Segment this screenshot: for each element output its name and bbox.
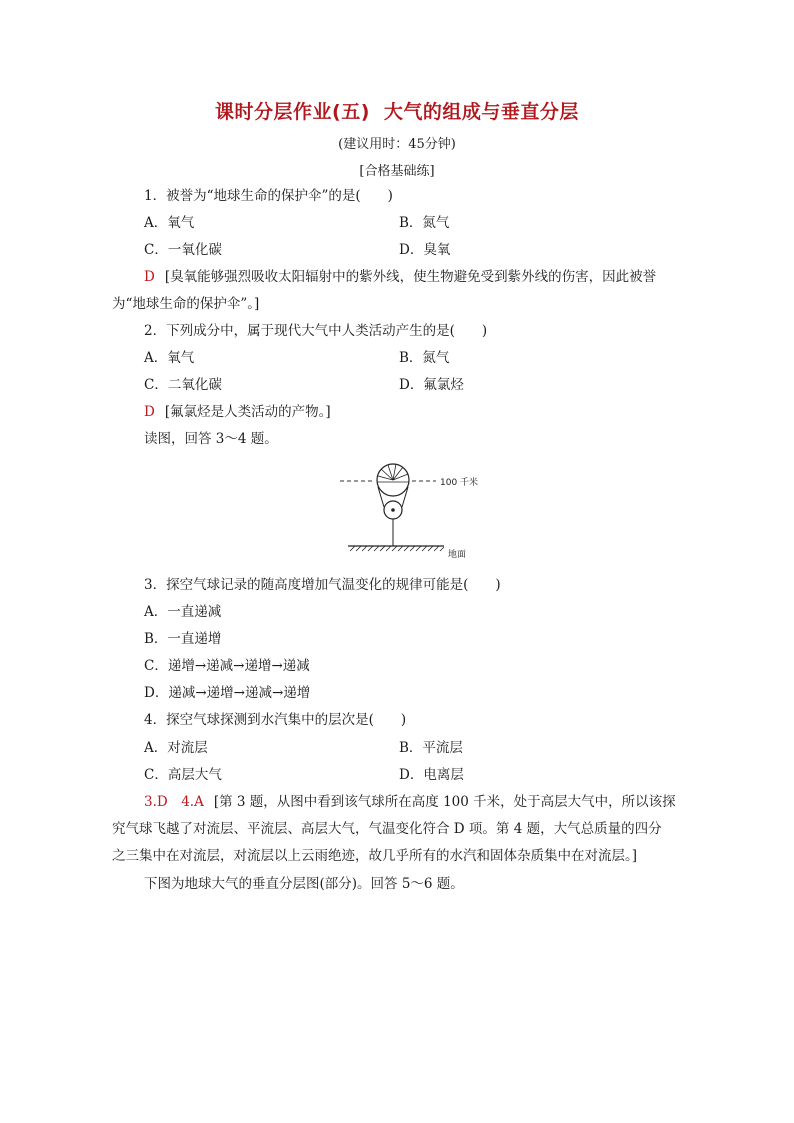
read-figure-34: 读图，回答 3～4 题。: [144, 431, 278, 447]
answer-34-line1: [144, 793, 676, 811]
q3-option-b: B．一直递增: [144, 631, 222, 647]
answer-34-explanation-1: [第 3 题，从图中看到该气球所在高度 100 千米，处于高层大气中，所以该探: [213, 794, 676, 810]
balloon-diagram: [336, 456, 486, 564]
answer-34: 3.D 4.A: [144, 794, 204, 810]
page-title: [0, 97, 794, 124]
q3-option-d: D．递减→递增→递减→递增: [144, 685, 311, 701]
q2-stem: 2．下列成分中，属于现代大气中人类活动产生的是( ): [144, 323, 488, 339]
q4-stem: 4．探空气球探测到水汽集中的层次是( ): [144, 712, 407, 728]
q1-option-a: A．氧气: [144, 215, 195, 231]
q2-answer: D: [144, 404, 155, 420]
q1-answer: D: [144, 269, 155, 285]
q1-option-c: C．一氧化碳: [144, 242, 222, 258]
q4-option-a: A．对流层: [144, 740, 208, 756]
q3-option-c: C．递增→递减→递增→递减: [144, 658, 310, 674]
q1-explanation-2: 为“地球生命的保护伞”。]: [112, 296, 260, 312]
q2-answer-line: [144, 403, 331, 421]
read-figure-56: 下图为地球大气的垂直分层图(部分)。回答 5～6 题。: [144, 876, 464, 892]
answer-34-explanation-3: 之三集中在对流层，对流层以上云雨绝迹，故几乎所有的水汽和固体杂质集中在对流层。]: [112, 848, 638, 864]
title-part1: 课时分层作业(五): [215, 101, 370, 123]
ground-label: 地面: [448, 550, 467, 560]
q1-explanation-1: [臭氧能够强烈吸收太阳辐射中的紫外线，使生物避免受到紫外线的伤害，因此被誉: [164, 269, 657, 285]
q2-option-d: D．氟氯烃: [399, 377, 464, 393]
q2-option-c: C．二氧化碳: [144, 377, 222, 393]
height-label: 100 千米: [440, 478, 479, 488]
q2-option-a: A．氧气: [144, 350, 195, 366]
q4-option-c: C．高层大气: [144, 767, 222, 783]
q3-stem: 3．探空气球记录的随高度增加气温变化的规律可能是( ): [144, 577, 501, 593]
q4-option-b: B．平流层: [399, 740, 463, 756]
q4-option-d: D．电离层: [399, 767, 464, 783]
q2-explanation: [氟氯烃是人类活动的产物。]: [164, 404, 331, 420]
title-part2: 大气的组成与垂直分层: [383, 101, 579, 123]
ground-hatch: [350, 546, 444, 551]
q1-option-d: D．臭氧: [399, 242, 451, 258]
q1-stem: 1．被誉为“地球生命的保护伞”的是( ): [144, 188, 393, 204]
suggested-time: (建议用时：45分钟): [338, 137, 456, 152]
q1-option-b: B．氮气: [399, 215, 450, 231]
q2-option-b: B．氮气: [399, 350, 450, 366]
q3-option-a: A．一直递减: [144, 604, 222, 620]
section-label: [合格基础练]: [359, 164, 435, 179]
answer-34-explanation-2: 究气球飞越了对流层、平流层、高层大气，气温变化符合 D 项。第 4 题，大气总质量的四分: [112, 821, 662, 837]
q1-answer-line: [144, 268, 656, 286]
